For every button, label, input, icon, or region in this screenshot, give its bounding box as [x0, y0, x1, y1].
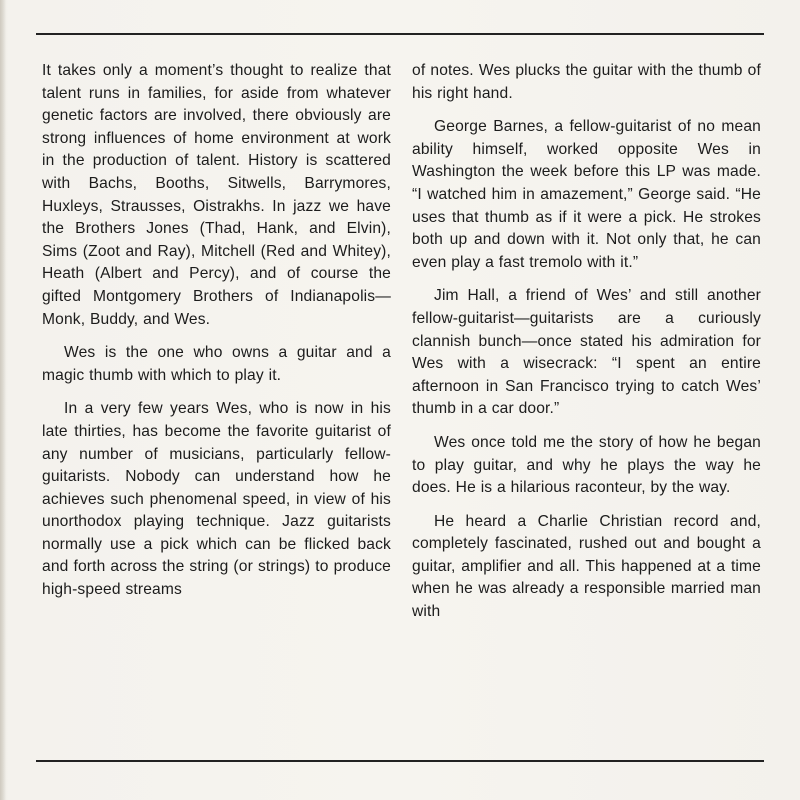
paragraph-jim-hall: Jim Hall, a friend of Wes’ and still another fellow-guitarist—guitarists are a curiously clannish bunch—once stated his admiration for Wes with a wisecrack: “I spent an entire afternoon in San Francisco trying to catch Wes’ thumb in a car door.”	[412, 287, 761, 418]
left-column	[42, 60, 391, 613]
bottom-rule	[36, 760, 764, 762]
paragraph-thumb-pluck: of notes. Wes plucks the guitar with the thumb of his right hand.	[412, 62, 761, 102]
paragraph-charlie-christian: He heard a Charlie Christian record and, completely fascinated, rushed out and bought a guitar, amplifier and all. This happened at a time when he was already a responsible married man with	[412, 512, 761, 621]
right-column	[412, 60, 761, 635]
paragraph-magic-thumb: Wes is the one who owns a guitar and a magic thumb with which to play it.	[42, 344, 391, 384]
paragraph-favorite-guitarist: In a very few years Wes, who is now in his late thirties, has become the favorite guitarist of any number of musicians, particularly fellow-guitarists. Nobody can understand how he achieves such phenomenal speed, in view of his unorthodox playing technique. Jazz guitarists normally use a pick which can be flicked back and forth across the string (or strings) to produce high-speed streams	[42, 400, 391, 599]
paragraph-families: It takes only a moment’s thought to realize that talent runs in families, for aside from whatever genetic factors are involved, there obviously are strong influences of home environment at work in the production of talent. History is scattered with Bachs, Booths, Sitwells, Barrymores, Huxleys, Strausses, Oistrakhs. In jazz we have the Brothers Jones (Thad, Hank, and Elvin), Sims (Zoot and Ray), Mitchell (Red and Whitey), Heath (Albert and Percy), and of course the gifted Montgomery Brothers of Indianapolis—Monk, Buddy, and Wes.	[42, 62, 391, 328]
paragraph-story: Wes once told me the story of how he began to play guitar, and why he plays the way he does. He is a hilarious raconteur, by the way.	[412, 433, 761, 497]
paragraph-george-barnes: George Barnes, a fellow-guitarist of no mean ability himself, worked opposite Wes in Washington the week before this LP was made. “I watched him in amazement,” George said. “He uses that thumb as if it were a pick. He strokes both up and down with it. Not only that, he can even play a fast tremolo with it.”	[412, 118, 761, 271]
top-rule	[36, 33, 764, 35]
page-fold-shadow	[0, 0, 6, 800]
